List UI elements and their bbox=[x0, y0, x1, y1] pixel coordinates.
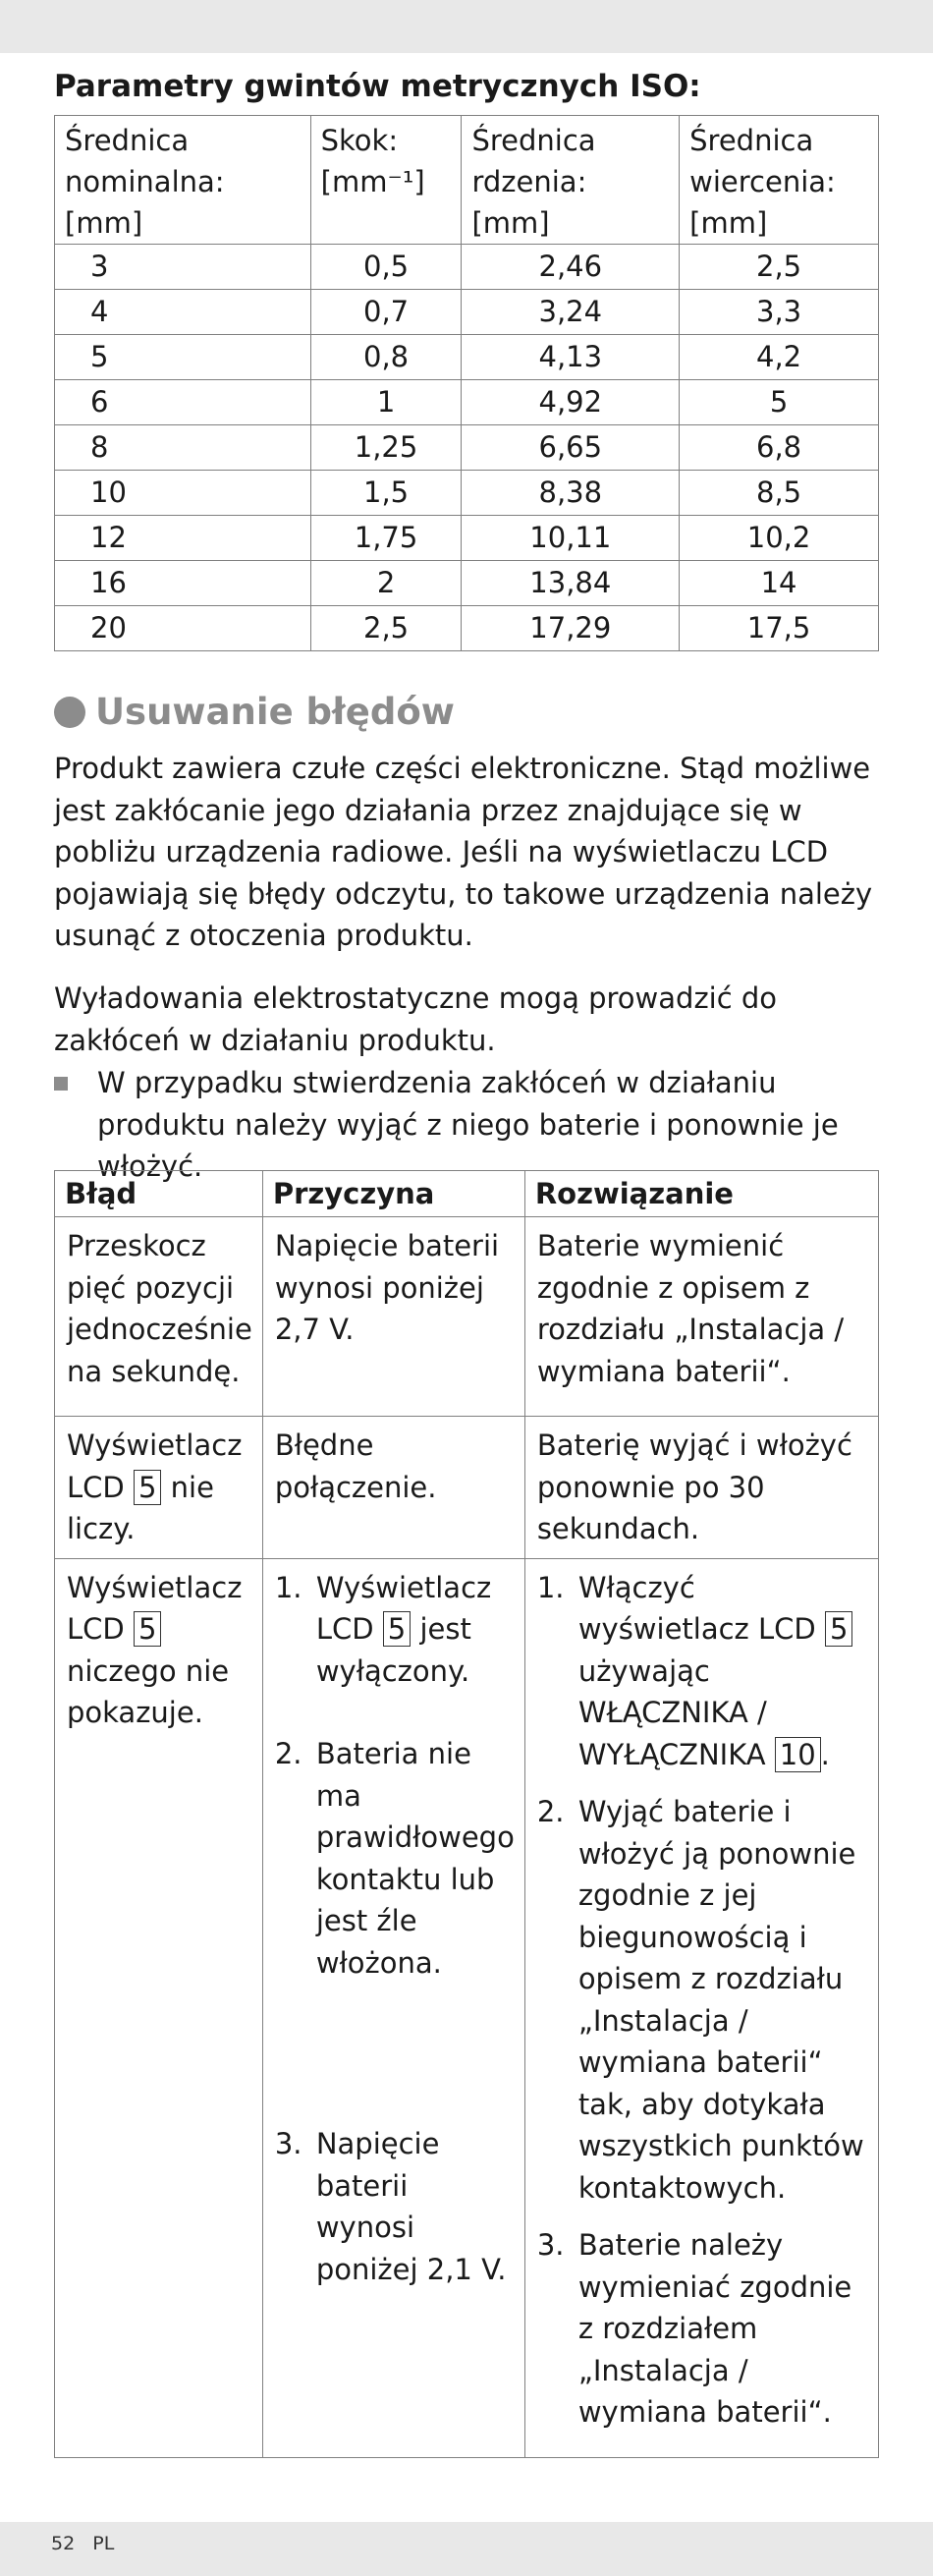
cause-cell bbox=[262, 1558, 524, 2457]
thread-parameters-table bbox=[54, 115, 879, 651]
table-cell: 0,8 bbox=[310, 335, 462, 380]
table-cell: 6 bbox=[55, 380, 311, 425]
header-cell-drill: Średnica wiercenia: [mm] bbox=[680, 116, 879, 245]
header-solution: Rozwiązanie bbox=[524, 1171, 878, 1217]
list-item: 2. Bateria nie ma prawidłowego kontaktu lub jest źle włożona. bbox=[274, 1737, 515, 1980]
table-row bbox=[55, 335, 879, 380]
table-cell: 4,13 bbox=[462, 335, 680, 380]
table-cell: 17,29 bbox=[462, 606, 680, 651]
solution-cell bbox=[524, 1558, 878, 2457]
top-bar bbox=[0, 0, 933, 53]
intro-paragraph: Produkt zawiera czułe części elektroniczne. Stąd możliwe jest zakłócanie jego działania przez znajdujące się w pobliżu urządzenia radiowe. Jeśli na wyświetlaczu LCD pojawiają się błędy odczytu, to takowe urządzenia należy usunąć z otoczenia produktu. bbox=[54, 752, 873, 952]
table-cell: 20 bbox=[55, 606, 311, 651]
ref-number: 5 bbox=[134, 1611, 161, 1647]
table-cell: 10,2 bbox=[680, 516, 879, 561]
section-title: Usuwanie błędów bbox=[54, 691, 455, 733]
table-cell: 1,25 bbox=[310, 425, 462, 471]
table-row bbox=[55, 245, 879, 290]
table-cell: 1,75 bbox=[310, 516, 462, 561]
table-cell: 0,5 bbox=[310, 245, 462, 290]
table-row bbox=[55, 471, 879, 516]
bullet-dot-icon bbox=[54, 697, 85, 728]
header-cell-pitch: Skok: [mm⁻¹] bbox=[310, 116, 462, 245]
table-cell: 6,8 bbox=[680, 425, 879, 471]
esd-paragraph: Wyładowania elektrostatyczne mogą prowadzić do zakłóceń w działaniu produktu. bbox=[54, 981, 778, 1057]
list-item: 3. Baterie należy wymieniać zgodnie z rozdziałem „Instalacja / wymiana baterii“. bbox=[536, 2228, 852, 2429]
error-cell: Wyświetlacz LCD 5 nie liczy. bbox=[55, 1417, 263, 1559]
table-cell: 13,84 bbox=[462, 561, 680, 606]
table-cell: 8,5 bbox=[680, 471, 879, 516]
table-row bbox=[55, 606, 879, 651]
error-cell: Przeskocz pięć pozycji jednocześnie na sekundę. bbox=[55, 1217, 263, 1417]
table-cell: 2,46 bbox=[462, 245, 680, 290]
table-cell: 4 bbox=[55, 290, 311, 335]
thread-table-title: Parametry gwintów metrycznych ISO: bbox=[54, 69, 701, 104]
table-cell: 3,24 bbox=[462, 290, 680, 335]
solution-cell: Baterie wymienić zgodnie z opisem z rozdziału „Instalacja / wymiana baterii“. bbox=[524, 1217, 878, 1417]
table-cell: 4,92 bbox=[462, 380, 680, 425]
table-row bbox=[55, 380, 879, 425]
header-cause: Przyczyna bbox=[262, 1171, 524, 1217]
square-bullet-icon bbox=[54, 1077, 68, 1091]
list-item: 1. Wyświetlacz LCD 5 jest wyłączony. bbox=[274, 1570, 492, 1688]
table-row bbox=[55, 1217, 879, 1417]
solution-cell: Baterię wyjąć i włożyć ponownie po 30 sekundach. bbox=[524, 1417, 878, 1559]
table-cell: 8,38 bbox=[462, 471, 680, 516]
header-cell-core: Średnica rdzenia: [mm] bbox=[462, 116, 680, 245]
ref-number: 5 bbox=[825, 1611, 852, 1647]
table-cell: 10,11 bbox=[462, 516, 680, 561]
table-header-row bbox=[55, 1171, 879, 1217]
cause-cell: Napięcie baterii wynosi poniżej 2,7 V. bbox=[262, 1217, 524, 1417]
table-row bbox=[55, 290, 879, 335]
language-code: PL bbox=[92, 2533, 115, 2554]
error-cell: Wyświetlacz LCD 5 niczego nie pokazuje. bbox=[55, 1558, 263, 2457]
table-cell: 2 bbox=[310, 561, 462, 606]
page-footer bbox=[51, 2533, 126, 2554]
table-row bbox=[55, 516, 879, 561]
table-cell: 5 bbox=[55, 335, 311, 380]
table-row bbox=[55, 1417, 879, 1559]
table-cell: 1,5 bbox=[310, 471, 462, 516]
ref-number: 5 bbox=[134, 1470, 161, 1505]
list-item: 3. Napięcie baterii wynosi poniżej 2,1 V. bbox=[274, 2127, 507, 2286]
table-cell: 1 bbox=[310, 380, 462, 425]
table-cell: 3,3 bbox=[680, 290, 879, 335]
table-cell: 0,7 bbox=[310, 290, 462, 335]
table-row bbox=[55, 1558, 879, 2457]
list-item: 2. Wyjąć baterie i włożyć ją ponownie zgodnie z jej biegunowością i opisem z rozdziału „Instalacja / wymiana baterii“ tak, aby dotykała wszystkich punktów kontaktowych. bbox=[536, 1795, 864, 2205]
bottom-bar bbox=[0, 2522, 933, 2576]
table-cell: 16 bbox=[55, 561, 311, 606]
table-cell: 10 bbox=[55, 471, 311, 516]
header-cell-nominal: Średnica nominalna: [mm] bbox=[55, 116, 311, 245]
table-cell: 12 bbox=[55, 516, 311, 561]
table-header-row bbox=[55, 116, 879, 245]
table-row bbox=[55, 561, 879, 606]
list-item: 1. Włączyć wyświetlacz LCD 5 używając WŁĄCZNIKA / WYŁĄCZNIKA 10 . bbox=[537, 1567, 868, 1776]
table-cell: 2,5 bbox=[310, 606, 462, 651]
ref-number: 5 bbox=[383, 1611, 411, 1647]
table-cell: 4,2 bbox=[680, 335, 879, 380]
table-cell: 17,5 bbox=[680, 606, 879, 651]
table-cell: 3 bbox=[55, 245, 311, 290]
troubleshooting-table bbox=[54, 1170, 879, 2458]
table-cell: 8 bbox=[55, 425, 311, 471]
table-cell: 14 bbox=[680, 561, 879, 606]
table-row bbox=[55, 425, 879, 471]
page-number: 52 bbox=[51, 2533, 76, 2554]
table-cell: 5 bbox=[680, 380, 879, 425]
ref-number: 10 bbox=[775, 1737, 821, 1772]
header-error: Błąd bbox=[55, 1171, 263, 1217]
table-cell: 6,65 bbox=[462, 425, 680, 471]
table-cell: 2,5 bbox=[680, 245, 879, 290]
cause-cell: Błędne połączenie. bbox=[262, 1417, 524, 1559]
